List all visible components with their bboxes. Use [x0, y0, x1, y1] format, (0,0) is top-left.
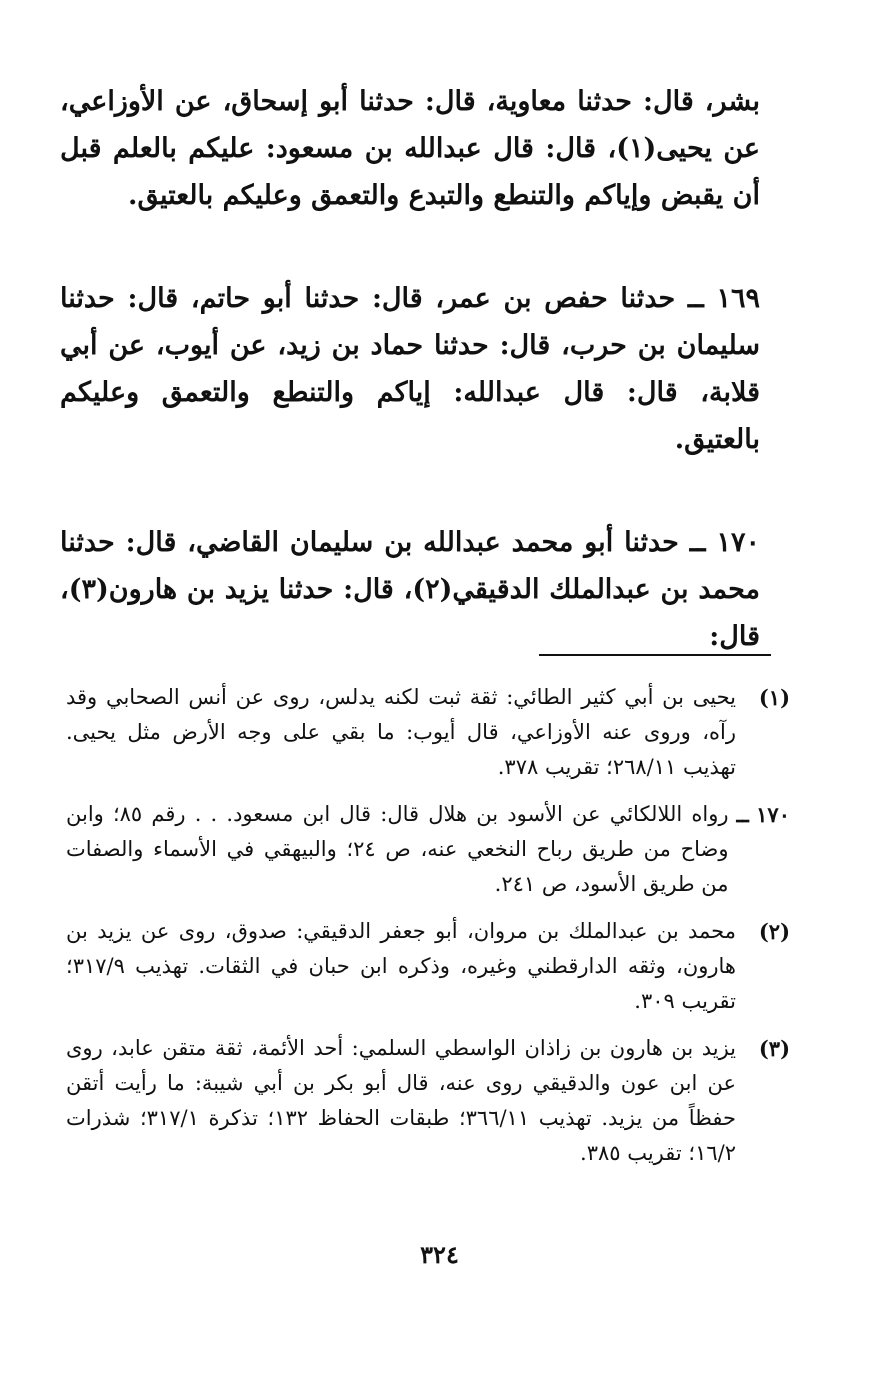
footnote-number: (٣)	[758, 1036, 790, 1061]
footnote-text: يحيى بن أبي كثير الطائي: ثقة ثبت لكنه يدلس، روى عن أنس الصحابي وقد رآه، وروى عنه الأوزاعي، قال أيوب: ما بقي على وجه الأرض مثل يحيى. تهذيب ٢٦٨/١١؛ تقريب ٣٧٨.	[66, 685, 736, 779]
paragraph-170: ١٧٠ ــ حدثنا أبو محمد عبدالله بن سليمان القاضي، قال: حدثنا محمد بن عبدالملك الدقيقي(٢)، قال: حدثنا يزيد بن هارون(٣)، قال:	[60, 527, 760, 652]
footnote-number: (١)	[758, 685, 790, 710]
paragraph-continuation: بشر، قال: حدثنا معاوية، قال: حدثنا أبو إسحاق، عن الأوزاعي، عن يحيى(١)، قال: قال عبدالله بن مسعود: عليكم بالعلم قبل أن يقبض وإياكم والتنطع والتبدع والتعمق وعليكم بالعتيق.	[60, 86, 760, 211]
footnote-2	[66, 914, 790, 1019]
footnote-separator	[539, 654, 771, 656]
page-number: ٣٢٤	[420, 1240, 459, 1269]
footnote-number: (٢)	[758, 919, 790, 944]
footnote-170	[66, 797, 790, 902]
footnote-1	[66, 680, 790, 785]
footnote-number: ١٧٠ ــ	[736, 802, 790, 827]
footnote-3	[66, 1031, 790, 1171]
footnotes	[66, 680, 790, 1183]
footnote-text: رواه اللالكائي عن الأسود بن هلال قال: قال ابن مسعود. . . رقم ٨٥؛ وابن وضاح من طريق رباح النخعي عنه، ص ٢٤؛ والبيهقي في الأسماء والصفات من طريق الأسود، ص ٢٤١.	[66, 802, 729, 896]
footnote-text: محمد بن عبدالملك بن مروان، أبو جعفر الدقيقي: صدوق، روى عن يزيد بن هارون، وثقه الدارقطني وغيره، وذكره ابن حبان في الثقات. تهذيب ٣١٧/٩؛ تقريب ٣٠٩.	[66, 919, 736, 1013]
paragraph-169: ١٦٩ ــ حدثنا حفص بن عمر، قال: حدثنا أبو حاتم، قال: حدثنا سليمان بن حرب، قال: حدثنا حماد بن زيد، عن أيوب، عن أبي قلابة، قال: قال عبدالله: إياكم والتنطع والتعمق وعليكم بالعتيق.	[60, 283, 760, 455]
main-text	[60, 78, 760, 716]
footnote-text: يزيد بن هارون بن زاذان الواسطي السلمي: أحد الأئمة، ثقة متقن عابد، روى عن ابن عون والدقيقي روى عنه، قال أبو بكر بن أبي شيبة: ما رأيت أتقن حفظاً من يزيد. تهذيب ٣٦٦/١١؛ طبقات الحفاظ ١٣٢؛ تذكرة ٣١٧/١؛ شذرات ١٦/٢؛ تقريب ٣٨٥.	[66, 1036, 737, 1165]
